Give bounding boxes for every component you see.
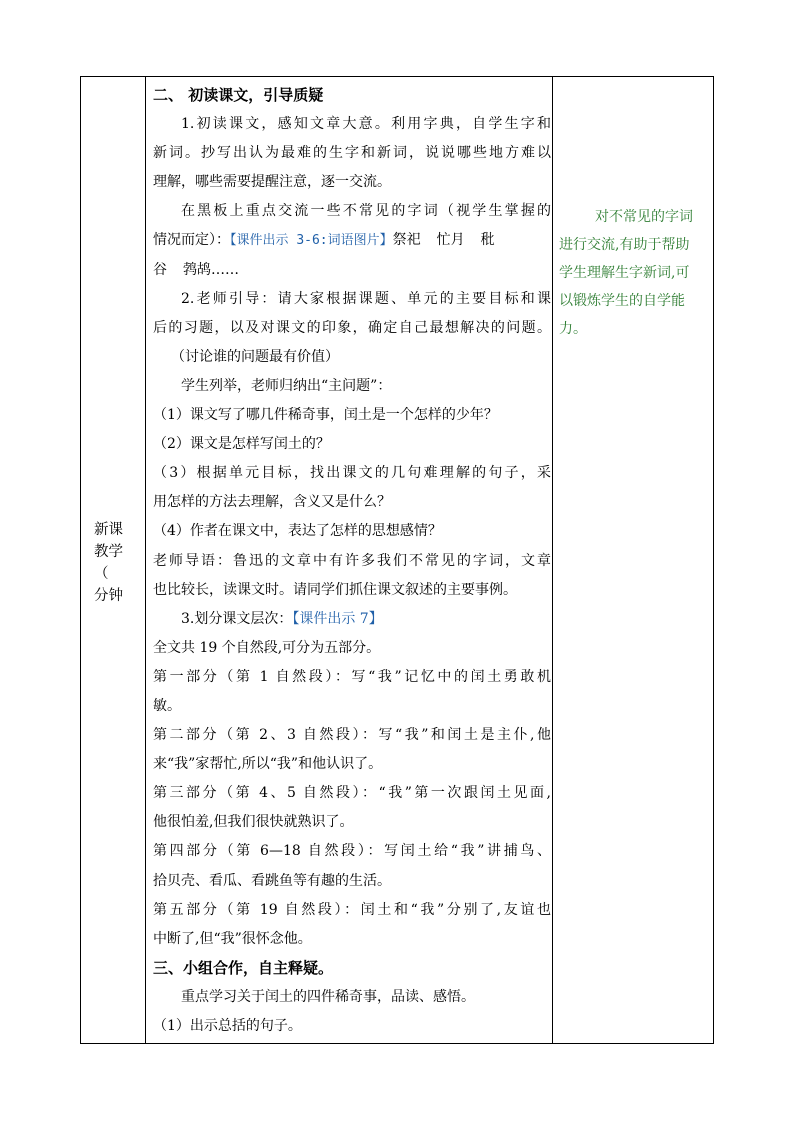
table-border-left (80, 77, 81, 1043)
question-item: 用怎样的方法去理解，含义又是什么？ (153, 494, 391, 511)
paragraph-line (153, 226, 551, 255)
section-label-line: （ (94, 566, 109, 582)
text-span: 3.划分课文层次： (181, 610, 293, 627)
question-item: （1）课文写了哪几件稀奇事，闰土是一个怎样的少年？ (153, 407, 498, 424)
teaching-content (153, 81, 551, 1041)
paragraph-line: 2.老师引导：请大家根据课题、单元的主要目标和课 (181, 290, 551, 307)
paragraph-line: （讨论谁的问题最有价值） (171, 348, 339, 365)
note-line: 进行交流,有助于帮助 (559, 237, 690, 253)
part-line: 第一部分（第 1 自然段）：写“我”记忆中的闰土勇敢机 (153, 668, 551, 685)
question-item: （3）根据单元目标，找出课文的几句难理解的句子，采 (153, 465, 551, 482)
part-line: 中断了,但“我”很怀念他。 (153, 930, 312, 947)
section-heading-3: 三、小组合作，自主释疑。 (153, 958, 334, 977)
table-divider-1 (145, 77, 146, 1043)
courseware-reference: 【课件出示 7】 (292, 610, 383, 627)
word: 祭祀 (392, 232, 421, 249)
note-line: 力。 (559, 321, 587, 337)
section-label-line: 教学 (94, 544, 123, 560)
paragraph-line: 也比较长，读课文时。请同学们抓住课文叙述的主要事例。 (153, 581, 517, 598)
table-divider-2 (552, 77, 553, 1043)
word: 秕 (480, 232, 495, 249)
paragraph-line: 在黑板上重点交流一些不常见的字词（视学生掌握的 (181, 203, 551, 220)
note-line: 学生理解生字新词,可 (559, 265, 690, 281)
part-line: 拾贝壳、看瓜、看跳鱼等有趣的生活。 (153, 872, 391, 889)
paragraph-line: 新词。抄写出认为最难的生字和新词，说说哪些地方难以 (153, 145, 551, 162)
paragraph-line (153, 605, 551, 634)
paragraph-line: 全文共 19 个自然段,可分为五部分。 (153, 639, 381, 656)
paragraph-line: 重点学习关于闰土的四件稀奇事，品读、感悟。 (181, 988, 475, 1005)
paragraph-line: （1）出示总括的句子。 (153, 1018, 302, 1034)
word: 谷 (153, 261, 167, 278)
part-line: 第五部分（第 19 自然段）：闰土和“我”分别了,友谊也 (153, 901, 551, 918)
paragraph-line: 老师导语：鲁迅的文章中有许多我们不常见的字词，文章 (153, 552, 551, 569)
part-line: 敏。 (153, 697, 181, 714)
table-border-right (713, 77, 714, 1043)
section-label (94, 519, 140, 607)
paragraph-line: 1.初读课文，感知文章大意。利用字典，自学生字和 (181, 116, 551, 133)
design-note (559, 203, 711, 343)
part-line: 来“我”家帮忙,所以“我”和他认识了。 (153, 756, 383, 773)
word: 鹁鸪…… (183, 261, 239, 278)
section-label-line: 分钟 (94, 588, 123, 604)
question-item: （4）作者在课文中，表达了怎样的思想感情？ (153, 523, 442, 540)
note-line: 以锻炼学生的自学能 (559, 293, 685, 309)
section-heading-2: 二、 初读课文，引导质疑 (153, 86, 324, 104)
paragraph-line (153, 256, 551, 285)
lesson-table (80, 76, 714, 1044)
text-span: 情况而定）： (153, 232, 230, 249)
paragraph-line: 后的习题，以及对课文的印象，确定自己最想解决的问题。 (153, 319, 551, 336)
word: 忙月 (436, 232, 465, 249)
section-label-line: 新课 (94, 522, 123, 538)
courseware-reference: 【课件出示 3-6:词语图片】 (230, 233, 393, 249)
question-item: （2）课文是怎样写闰土的？ (153, 436, 330, 453)
part-line: 第四部分（第 6—18 自然段）：写闰土给“我”讲捕鸟、 (153, 843, 551, 860)
part-line: 第二部分（第 2、3 自然段）：写“我”和闰土是主仆,他 (153, 727, 551, 744)
paragraph-line: 理解，哪些需要提醒注意，逐一交流。 (153, 174, 391, 191)
part-line: 第三部分（第 4、5 自然段）：“我”第一次跟闰土见面, (153, 785, 551, 802)
paragraph-line: 学生列举，老师归纳出“主问题”： (181, 377, 392, 394)
part-line: 他很怕羞,但我们很快就熟识了。 (153, 814, 354, 831)
note-line: 对不常见的字词 (595, 209, 693, 225)
